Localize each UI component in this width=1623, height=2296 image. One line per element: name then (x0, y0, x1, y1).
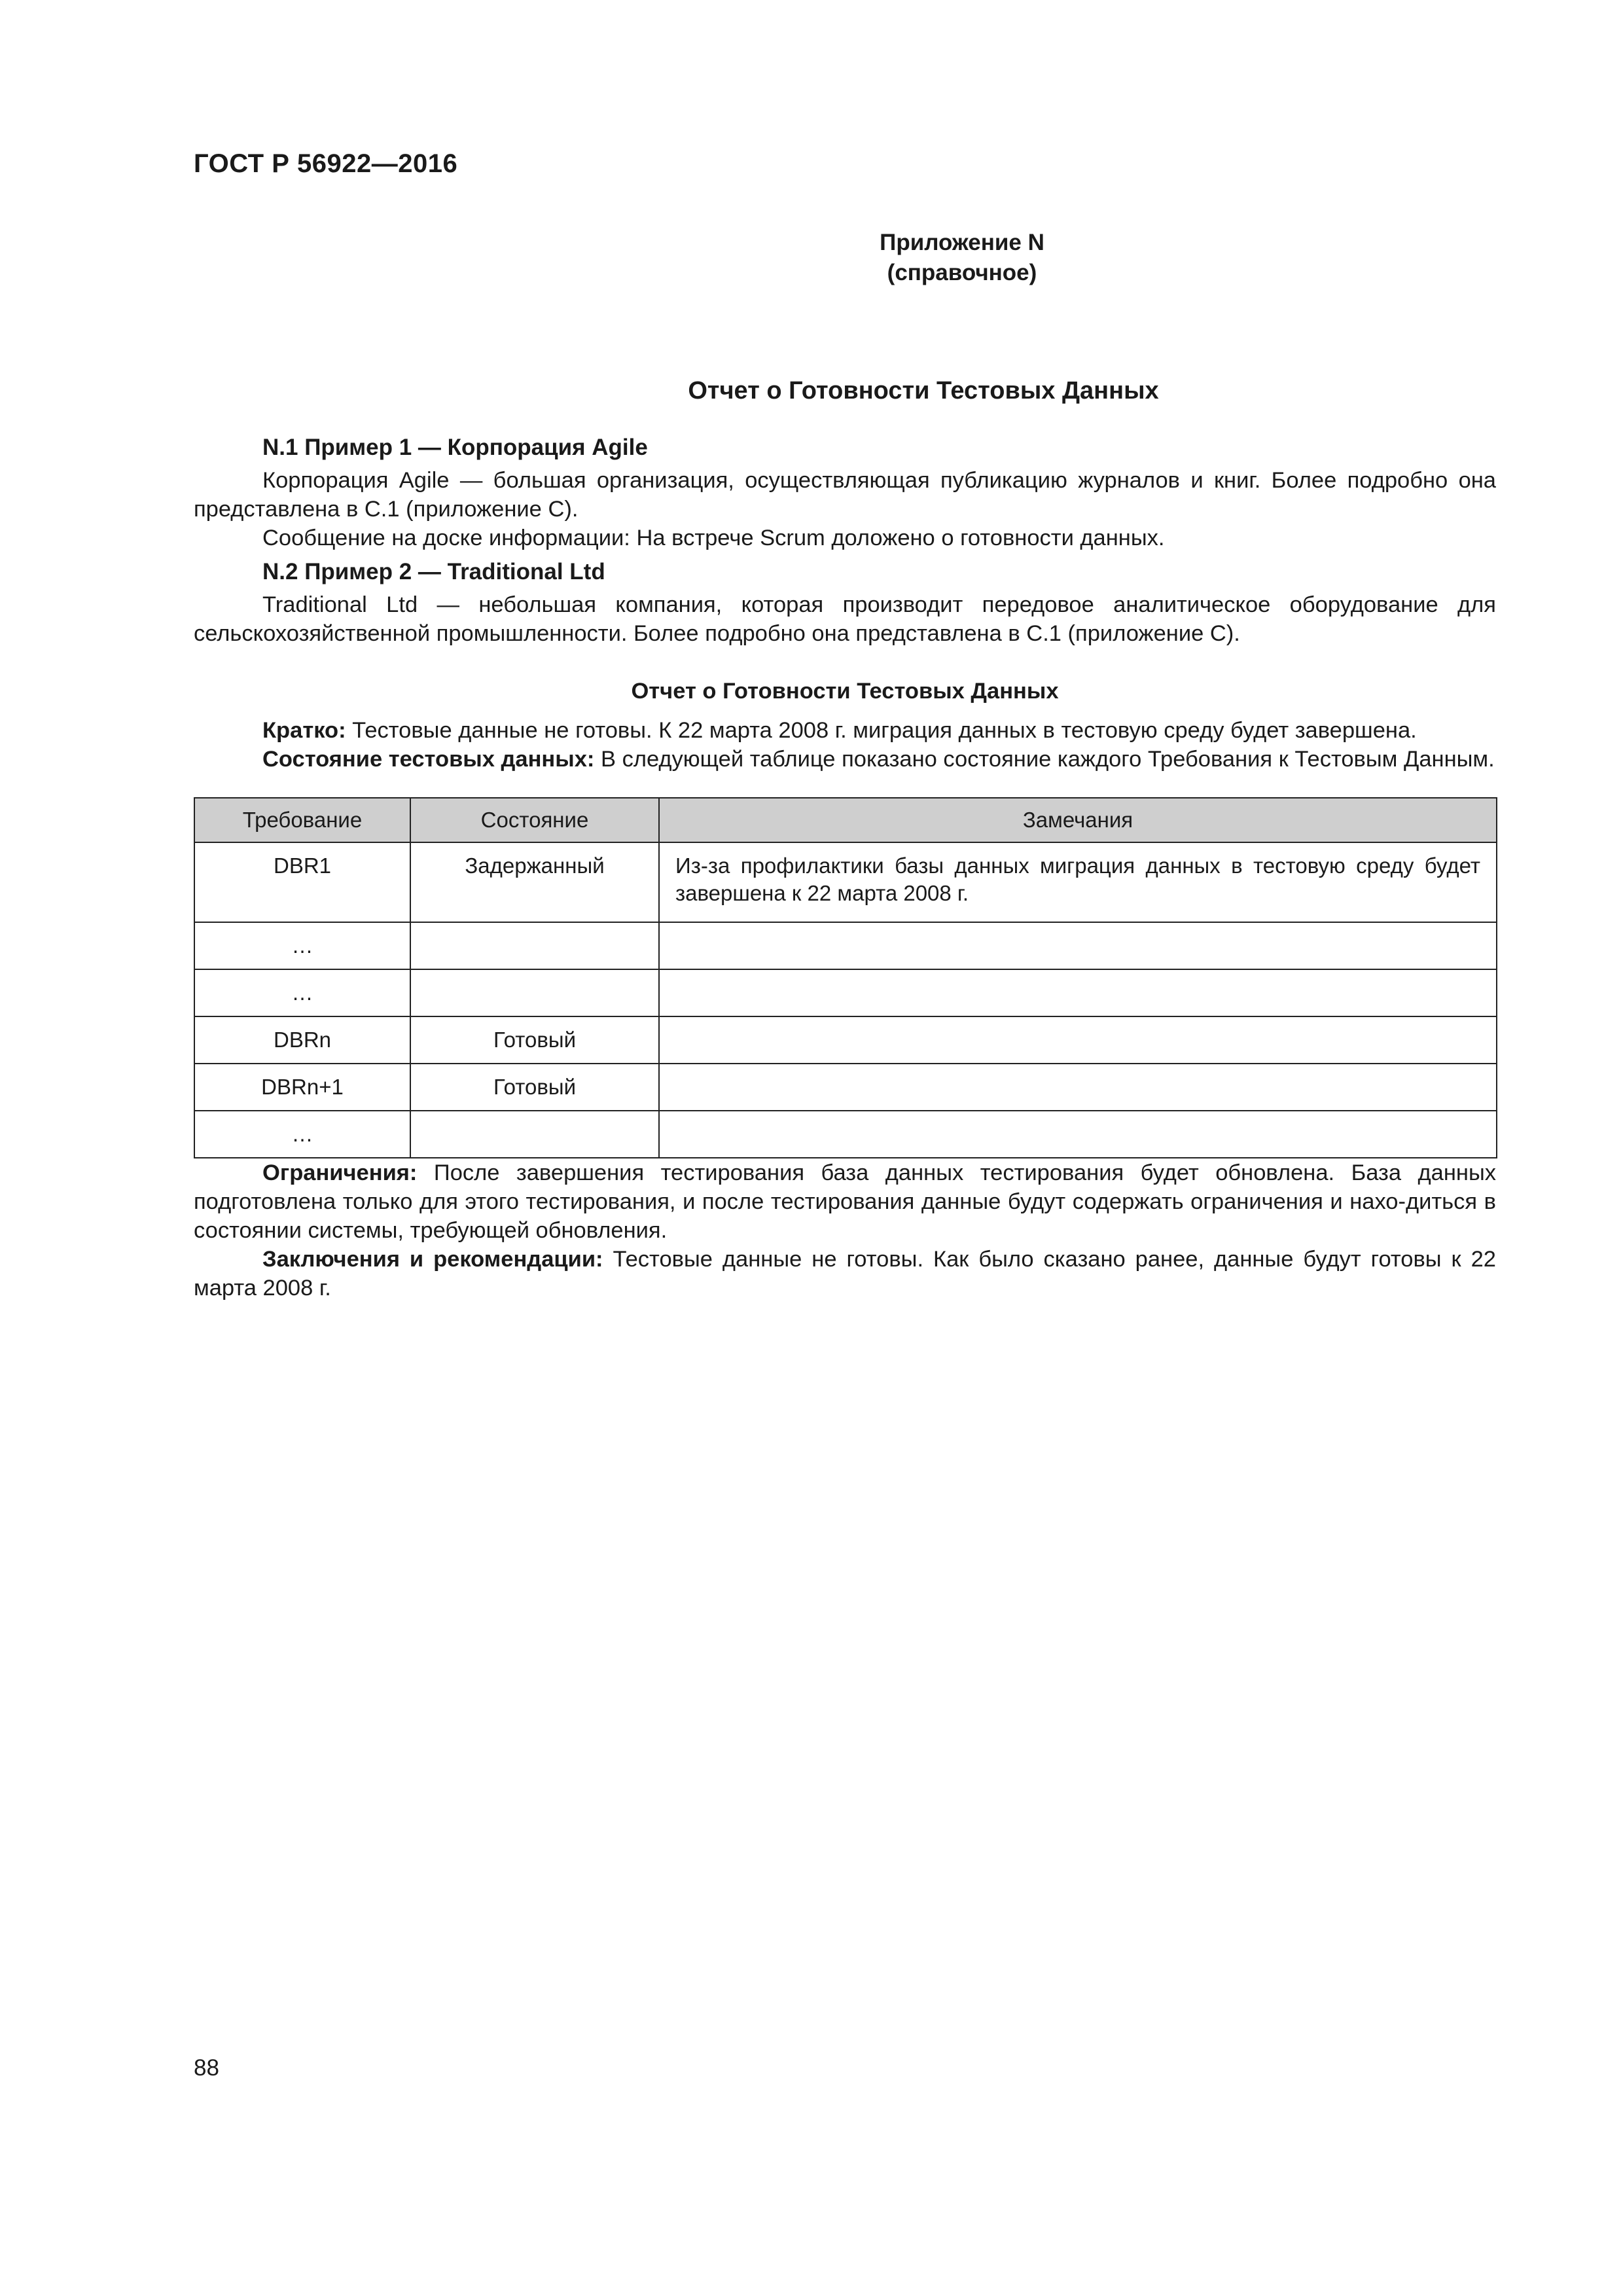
page-number: 88 (194, 2055, 219, 2081)
table-header-row (194, 798, 1497, 842)
cell-requirement: DBR1 (194, 842, 410, 922)
cell-state: Готовый (410, 1064, 659, 1111)
report-summary-label: Кратко: (262, 718, 346, 743)
appendix-title: Приложение N (880, 230, 1044, 255)
report-title: Отчет о Готовности Тестовых Данных (631, 679, 1059, 704)
cell-notes: Из-за профилактики базы данных миграция данных в тестовую среду будет завершена к 22 марта 2008 г. (659, 842, 1497, 922)
section-1-paragraph-1: Корпорация Agile — большая организация, осуществляющая публикацию журналов и книг. Более подробно она представлена в С.1 (приложение С). (194, 468, 1496, 522)
cell-requirement: DBRn+1 (194, 1064, 410, 1111)
table-row (194, 969, 1497, 1016)
cell-notes (659, 969, 1497, 1016)
cell-requirement: … (194, 969, 410, 1016)
document-body (194, 433, 1496, 1302)
section-2-paragraph-1: Traditional Ltd — небольшая компания, которая производит передовое аналитическое оборудование для сельскохозяйственной промышленности. Более подробно она представлена в С.1 (приложение С). (194, 592, 1496, 646)
limitations-paragraph (194, 1158, 1496, 1245)
report-summary-text: Тестовые данные не готовы. К 22 марта 2008 г. миграция данных в тестовую среду будет завершена. (346, 718, 1417, 743)
table-row (194, 1064, 1497, 1111)
table-row (194, 922, 1497, 969)
section-1-heading: N.1 Пример 1 — Корпорация Agile (262, 435, 648, 460)
conclusions-paragraph (194, 1245, 1496, 1302)
cell-state (410, 922, 659, 969)
cell-state: Готовый (410, 1016, 659, 1064)
cell-state (410, 1111, 659, 1158)
cell-notes (659, 922, 1497, 969)
section-1-paragraph-2: Сообщение на доске информации: На встрече Scrum доложено о готовности данных. (262, 526, 1165, 550)
cell-notes (659, 1064, 1497, 1111)
cell-notes (659, 1111, 1497, 1158)
cell-requirement: … (194, 1111, 410, 1158)
table-row (194, 1016, 1497, 1064)
table-row (194, 842, 1497, 922)
header-notes: Замечания (659, 798, 1497, 842)
limitations-text: После завершения тестирования база данных тестирования будет обновлена. База данных подготовлена только для этого тестирования, и после тестирования данные будут содержать ограничения и нахо-диться в состоянии системы, требующей обновления. (194, 1160, 1496, 1243)
cell-state: Задержанный (410, 842, 659, 922)
cell-notes (659, 1016, 1497, 1064)
cell-state (410, 969, 659, 1016)
main-title: Отчет о Готовности Тестовых Данных (688, 377, 1159, 404)
status-table (194, 797, 1497, 1158)
report-summary (194, 716, 1496, 745)
header-state: Состояние (410, 798, 659, 842)
cell-requirement: DBRn (194, 1016, 410, 1064)
header-requirement: Требование (194, 798, 410, 842)
report-state-text: В следующей таблице показано состояние каждого Требования к Тестовым Данным. (594, 747, 1495, 772)
report-state (194, 745, 1496, 774)
cell-requirement: … (194, 922, 410, 969)
report-state-label: Состояние тестовых данных: (262, 747, 595, 772)
status-table-wrapper (194, 797, 1496, 1158)
conclusions-label: Заключения и рекомендации: (262, 1247, 603, 1272)
document-code: ГОСТ Р 56922—2016 (194, 149, 458, 178)
appendix-kind: (справочное) (887, 260, 1037, 285)
table-row (194, 1111, 1497, 1158)
conclusions-text: Тестовые данные не готовы. Как было сказано ранее, данные будут готовы к 22 марта 2008 г. (194, 1247, 1496, 1300)
limitations-label: Ограничения: (262, 1160, 418, 1185)
section-2-heading: N.2 Пример 2 — Traditional Ltd (262, 559, 605, 584)
